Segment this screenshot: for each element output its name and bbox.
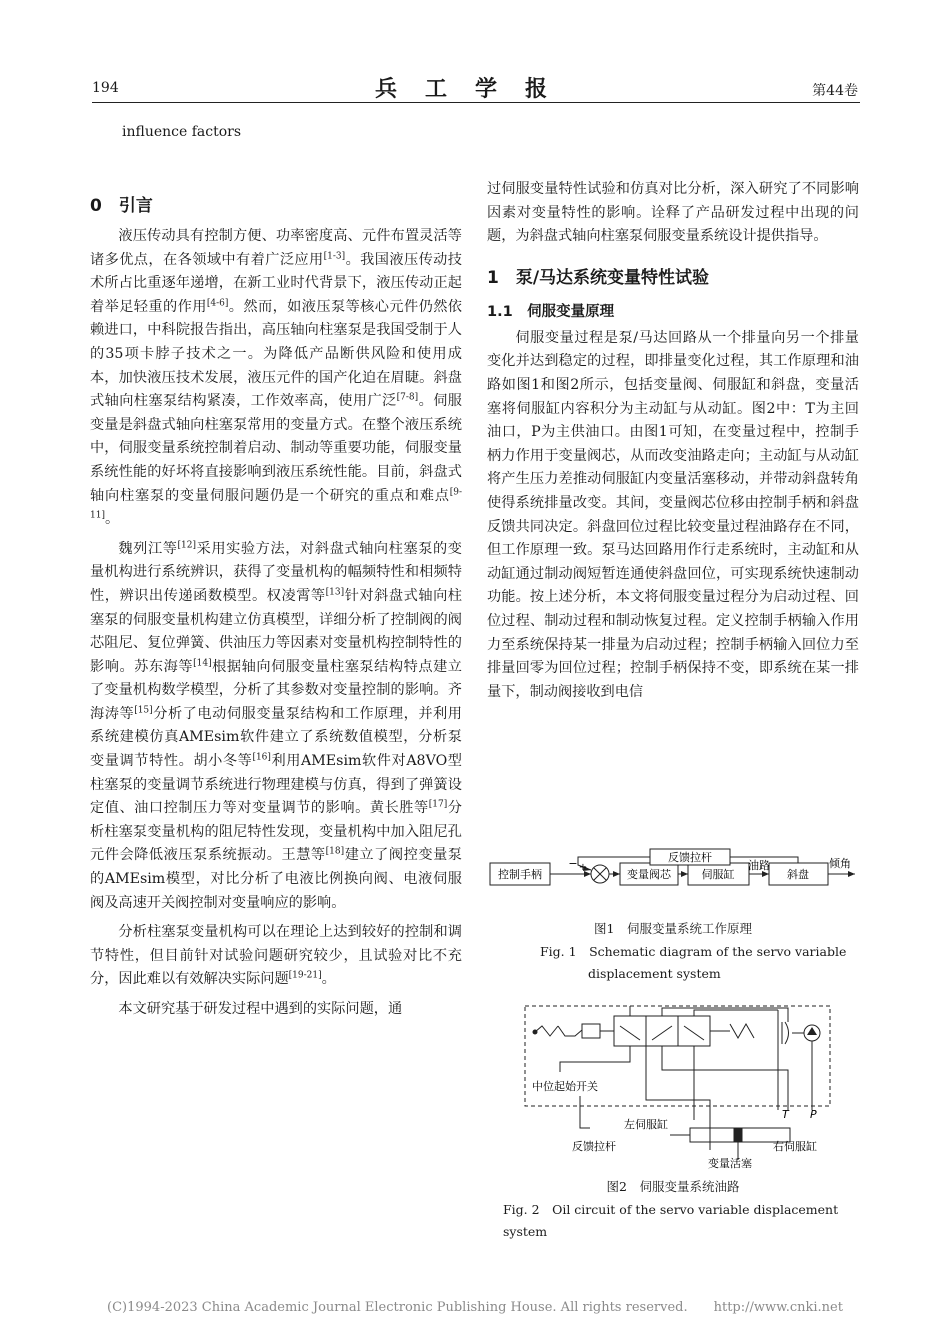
label-control-handle: 控制手柄 [498, 868, 542, 881]
label-neutral-switch: 中位起始开关 [532, 1080, 598, 1093]
citation: [17] [428, 799, 448, 810]
citation: [14] [193, 657, 212, 668]
header-rule [92, 102, 860, 103]
figure-2-diagram [520, 1000, 840, 1172]
citation: [19-21] [288, 970, 322, 981]
figure-1-caption-en-2: displacement system [588, 966, 721, 981]
subsection-1-1-title: 1.1 伺服变量原理 [487, 303, 615, 320]
page-number: 194 [92, 80, 119, 96]
principle-paragraph: 伺服变量过程是泵/马达回路从一个排量向另一个排量变化并达到稳定的过程，即排量变化过程，其工作原理和油路如图1和图2所示，包括变量阀、伺服缸和斜盘，变量活塞将伺服缸内容积分为主动缸与从动缸。图2中：T为主回油口，P为主供油口。由图1可知，在变量过程中，控制手柄力作用于变量阀芯，从而改变油路走向；主动缸与从动缸将产生压力差推动伺服缸内变量活塞移动，并带动斜盘转角使得系统排量改变。其间，变量阀芯位移由控制手柄和斜盘反馈共同决定。斜盘回位过程比较变量过程油路存在不同，但工作原理一致。泵马达回路用作行走系统时，主动缸和从动缸通过制动阀短暂连通使斜盘回位，可实现系统快速制动功能。按上述分析，本文将伺服变量过程分为启动过程、回位过程、制动过程和制动恢复过程。定义控制手柄输入作用力至系统保持某一排量为启动过程；控制手柄输入回位力至排量回零为回位过程；控制手柄保持不变，即系统在某一排量下，制动阀接收到电信 [487, 329, 859, 700]
figure-1-caption-cn: 图1 伺服变量系统工作原理 [594, 921, 752, 936]
label-port-t: T [782, 1108, 789, 1121]
citation: [15] [134, 705, 153, 716]
label-variable-valve: 变量阀芯 [627, 868, 671, 881]
intro-paragraph-3: 分析柱塞泵变量机构可以在理论上达到较好的控制和调节特性，但目前针对试验问题研究较少，且试验对比不充分，因此难以有效解决实际问题[19-21]。 [90, 924, 462, 988]
citation: [7-8] [396, 392, 419, 403]
left-column [90, 187, 462, 1022]
figure-1-caption-en-1: Fig. 1 Schematic diagram of the servo variable [540, 944, 847, 959]
figure-2-caption-cn: 图2 伺服变量系统油路 [606, 1179, 740, 1194]
label-variable-piston: 变量活塞 [708, 1157, 752, 1170]
figure-2-caption-en: Fig. 2 Oil circuit of the servo variable displacement system [503, 1202, 839, 1239]
intro-paragraph-2: 魏列江等[12]采用实验方法，对斜盘式轴向柱塞泵的变量机构进行系统辨识，获得了变量机构的幅频特性和相频特性，辨识出传递函数模型。权凌霄等[13]针对斜盘式轴向柱塞泵的伺服变量机构建立仿真模型，详细分析了控制阀的阀芯阻尼、复位弹簧、供油压力等因素对变量机构控制特性的影响。苏东海等[14]根据轴向伺服变量柱塞泵结构特点建立了变量机构数学模型，分析了其参数对变量控制的影响。齐海涛等[15]分析了电动伺服变量泵结构和工作原理，并利用系统建模仿真AMEsim软件建立了系统数值模型，分析泵变量调节特性。胡小冬等[16]利用AMEsim软件对A8VO型柱塞泵的变量调节系统进行物理建模与仿真，得到了弹簧设定值、油口控制压力等对变量调节的影响。黄长胜等[17]分析柱塞泵变量机构的阻尼特性发现，变量机构中加入阻尼孔元件会降低液压泵系统振动。王慧等[18]建立了阀控变量泵的AMEsim模型，对比分析了电液比例换向阀、电液伺服阀及高速开关阀控制对变量响应的影响。 [90, 539, 462, 911]
label-oil-path: 油路 [748, 859, 770, 872]
label-port-p: P [810, 1108, 817, 1121]
label-servo-cylinder: 伺服缸 [701, 868, 735, 881]
intro-paragraph-4: 本文研究基于研发过程中遇到的实际问题，通 [118, 1001, 403, 1017]
label-feedback-rod: 反馈拉杆 [668, 851, 712, 864]
label-tilt-angle: 倾角 [829, 857, 851, 870]
citation: [12] [177, 539, 196, 550]
section-1-title: 1 泵/马达系统变量特性试验 [487, 267, 710, 288]
label-left-cylinder: 左伺服缸 [624, 1118, 668, 1131]
label-plus: + [578, 862, 588, 873]
label-swash-plate: 斜盘 [787, 868, 809, 881]
citation: [9-11] [90, 486, 462, 521]
citation: [13] [325, 587, 345, 598]
right-paragraph-continued: 过伺服变量特性试验和仿真对比分析，深入研究了不同影响因素对变量特性的影响。诠释了产品研发过程中出现的问题，为斜盘式轴向柱塞泵伺服变量系统设计提供指导。 [487, 181, 859, 245]
citation: [18] [325, 846, 345, 857]
citation: [16] [252, 752, 271, 763]
citation: [1-3] [323, 250, 346, 261]
label-right-cylinder: 右伺服缸 [773, 1140, 817, 1153]
right-column [487, 178, 859, 704]
citation: [4-6] [206, 298, 229, 309]
volume-label: 第44卷 [812, 83, 858, 99]
journal-title: 兵工学报 [374, 76, 575, 102]
copyright-footer: (C)1994-2023 China Academic Journal Electronic Publishing House. All rights reserved. http://www.cnki.net [107, 1300, 843, 1315]
label-minus: − [568, 857, 578, 870]
continuation-text: influence factors [122, 124, 242, 140]
servo-valve-body [614, 1016, 710, 1046]
label-feedback-rod: 反馈拉杆 [572, 1140, 616, 1153]
figure-1-diagram [487, 845, 859, 905]
intro-paragraph-1: 液压传动具有控制方便、功率密度高、元件布置灵活等诸多优点，在各领域中有着广泛应用[1-3]。我国液压传动技术所占比重逐年递增，在新工业时代背景下，液压传动正起着举足轻重的作用[4-6]。然而，如液压泵等核心元件仍然依赖进口，中科院报告指出，高压轴向柱塞泵是我国受制于人的35项卡脖子技术之一。为降低产品断供风险和使用成本，加快液压技术发展，液压元件的国产化迫在眉睫。斜盘式轴向柱塞泵结构紧凑，工作效率高，使用广泛[7-8]。伺服变量是斜盘式轴向柱塞泵常用的变量方式。在整个液压系统中，伺服变量系统控制着启动、制动等重要功能，伺服变量系统性能的好坏将直接影响到液压系统性能。目前，斜盘式轴向柱塞泵的变量伺服问题仍是一个研究的重点和难点[9-11]。 [90, 228, 462, 528]
section-0-title: 0 引言 [90, 196, 153, 216]
